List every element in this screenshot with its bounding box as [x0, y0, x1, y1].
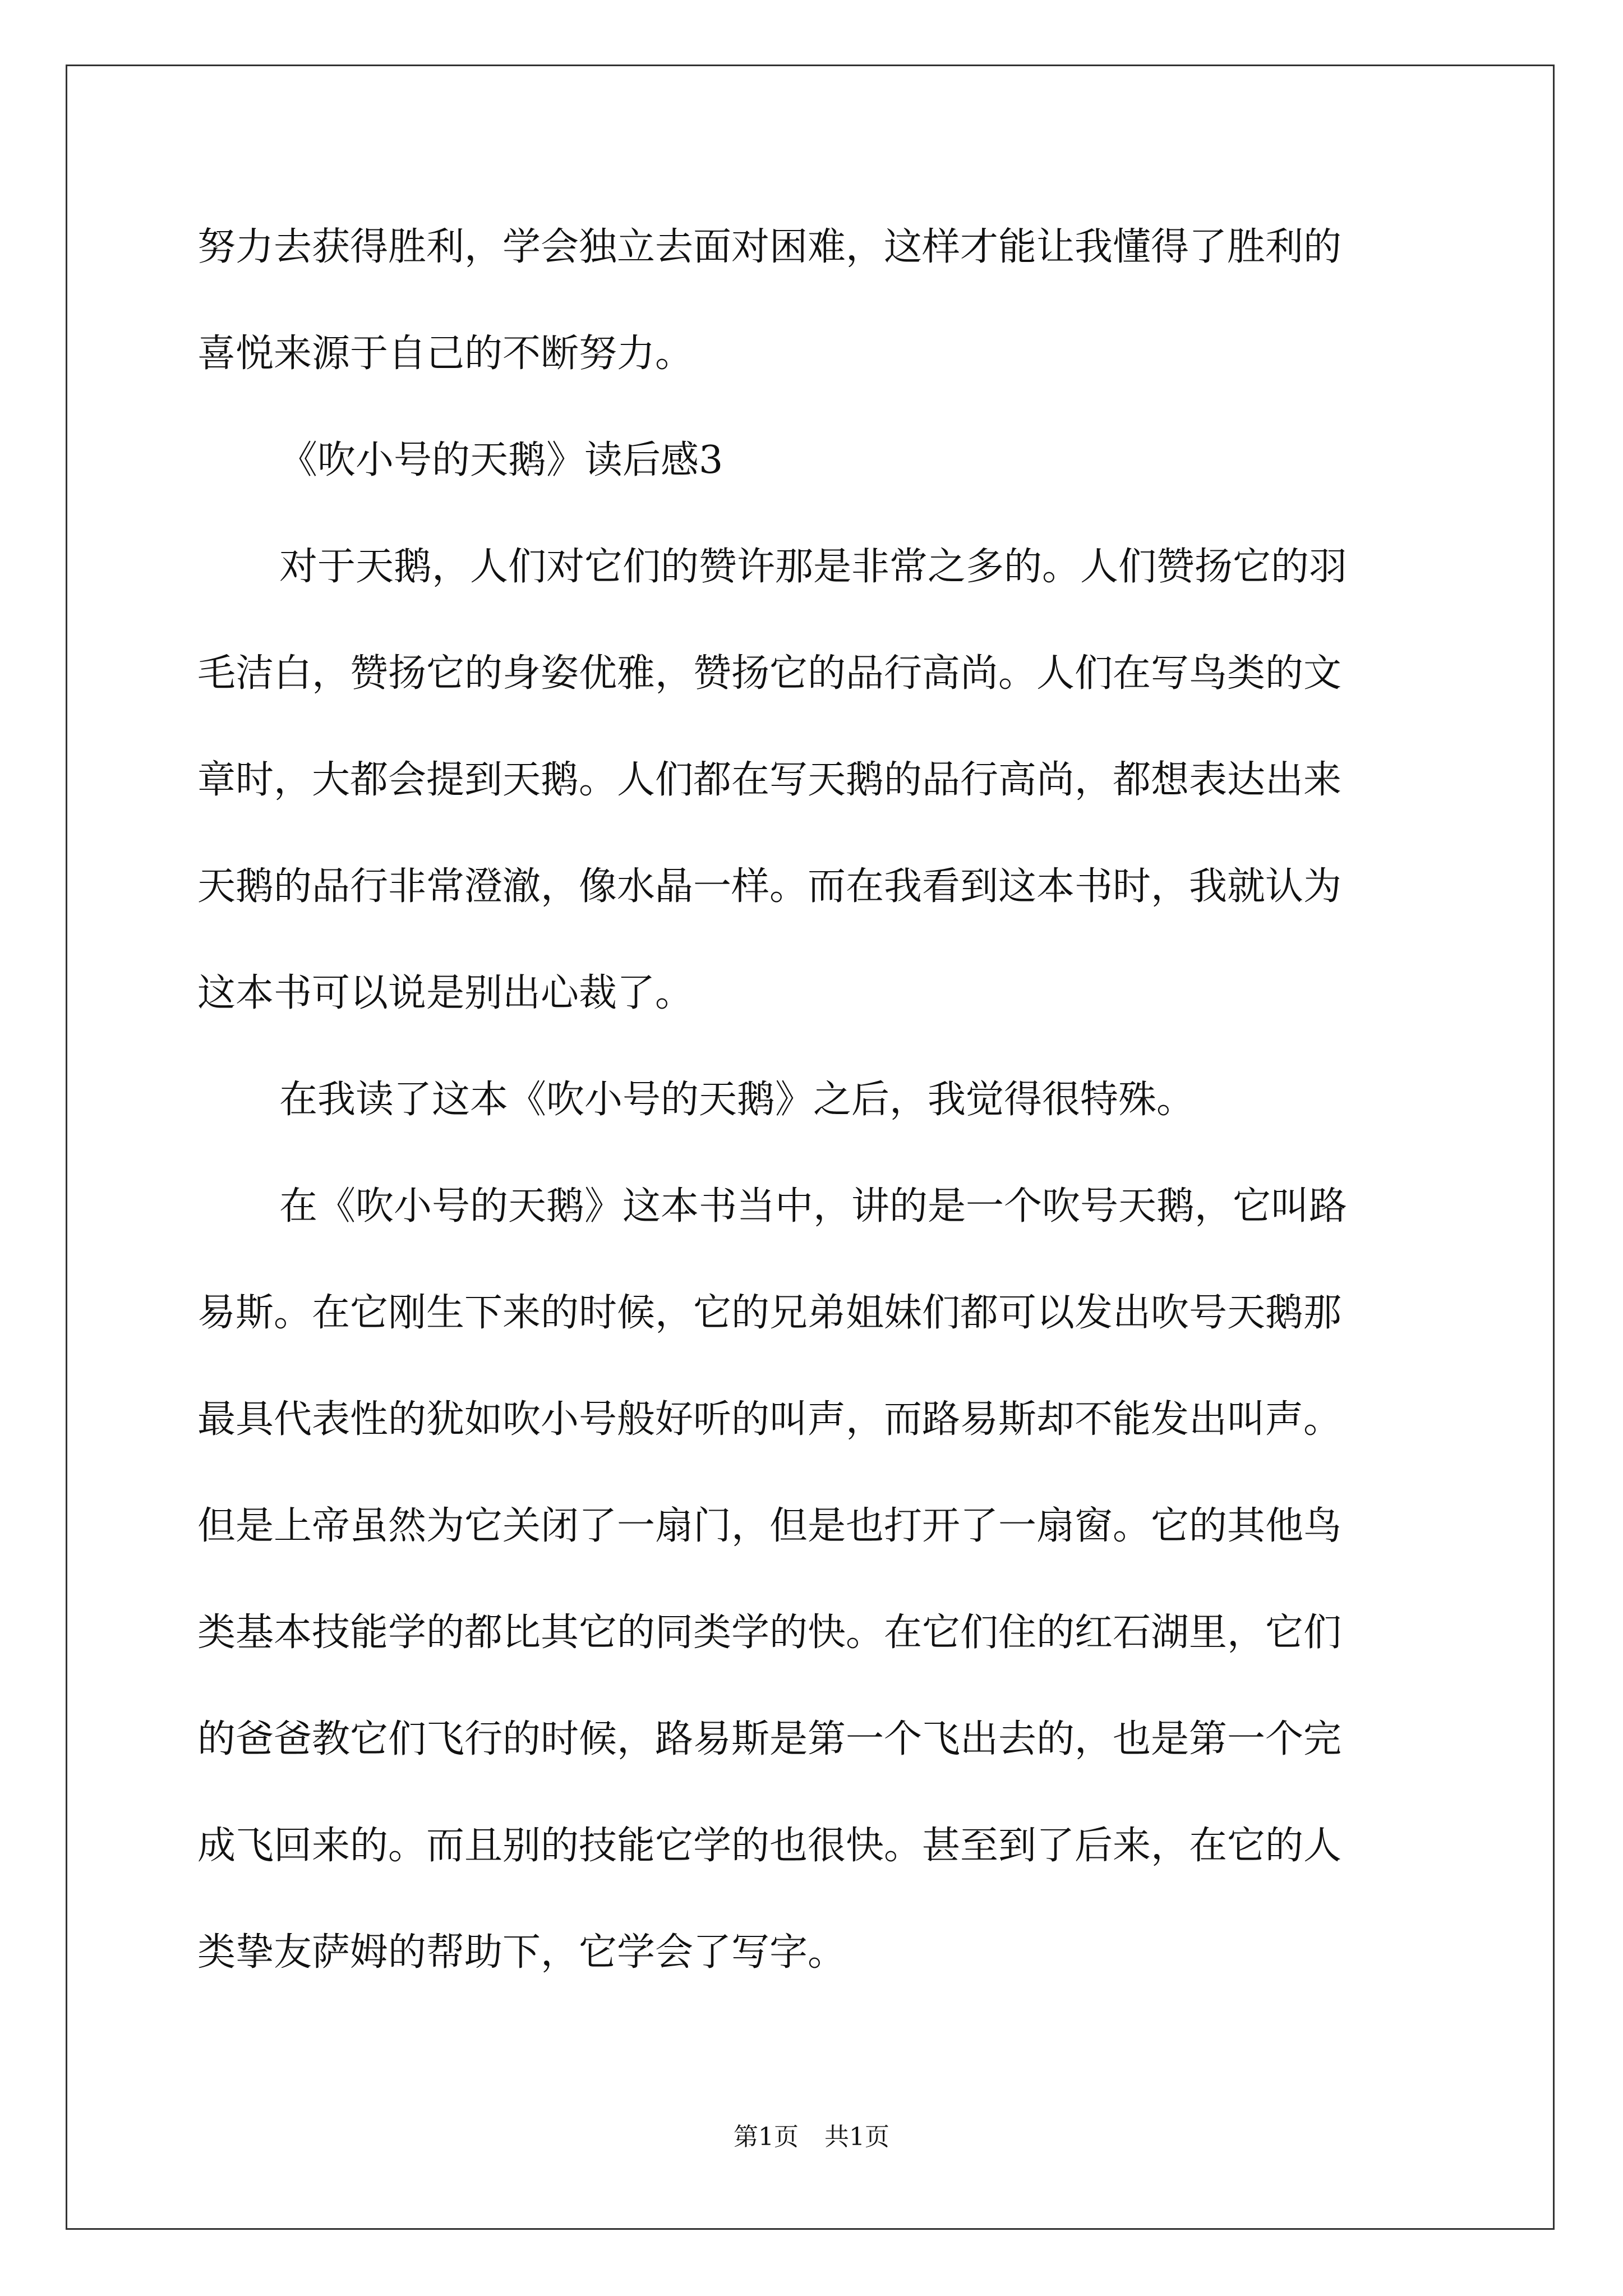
page-footer	[0, 2120, 1623, 2154]
paragraph-line: 成飞回来的。而且别的技能它学的也很快。甚至到了后来，在它的人	[197, 1824, 1342, 1868]
page-number-total: 共1页	[824, 2123, 889, 2151]
paragraph-line: 的爸爸教它们飞行的时候，路易斯是第一个飞出去的，也是第一个完	[197, 1717, 1342, 1761]
paragraph-line: 努力去获得胜利，学会独立去面对困难，这样才能让我懂得了胜利的	[197, 225, 1342, 269]
paragraph-line: 在《吹小号的天鹅》这本书当中，讲的是一个吹号天鹅，它叫路	[279, 1184, 1348, 1228]
paragraph-line: 章时，大都会提到天鹅。人们都在写天鹅的品行高尚，都想表达出来	[197, 758, 1342, 802]
paragraph-line: 对于天鹅，人们对它们的赞许那是非常之多的。人们赞扬它的羽	[279, 545, 1348, 589]
paragraph-line: 在我读了这本《吹小号的天鹅》之后，我觉得很特殊。	[279, 1078, 1195, 1122]
paragraph-line: 天鹅的品行非常澄澈，像水晶一样。而在我看到这本书时，我就认为	[197, 864, 1342, 909]
section-heading: 《吹小号的天鹅》读后感3	[279, 438, 723, 482]
paragraph-line: 毛洁白，赞扬它的身姿优雅，赞扬它的品行高尚。人们在写鸟类的文	[197, 651, 1342, 696]
paragraph-line: 但是上帝虽然为它关闭了一扇门，但是也打开了一扇窗。它的其他鸟	[197, 1504, 1342, 1548]
paragraph-line: 类基本技能学的都比其它的同类学的快。在它们住的红石湖里，它们	[197, 1611, 1342, 1655]
paragraph-line: 易斯。在它刚生下来的时候，它的兄弟姐妹们都可以发出吹号天鹅那	[197, 1291, 1342, 1335]
paragraph-line: 最具代表性的犹如吹小号般好听的叫声，而路易斯却不能发出叫声。	[197, 1397, 1342, 1442]
paragraph-line: 喜悦来源于自己的不断努力。	[197, 332, 694, 376]
paragraph-line: 这本书可以说是别出心裁了。	[197, 971, 694, 1015]
paragraph-line: 类挚友萨姆的帮助下，它学会了写字。	[197, 1930, 846, 1975]
page-number-current: 第1页	[734, 2123, 799, 2151]
